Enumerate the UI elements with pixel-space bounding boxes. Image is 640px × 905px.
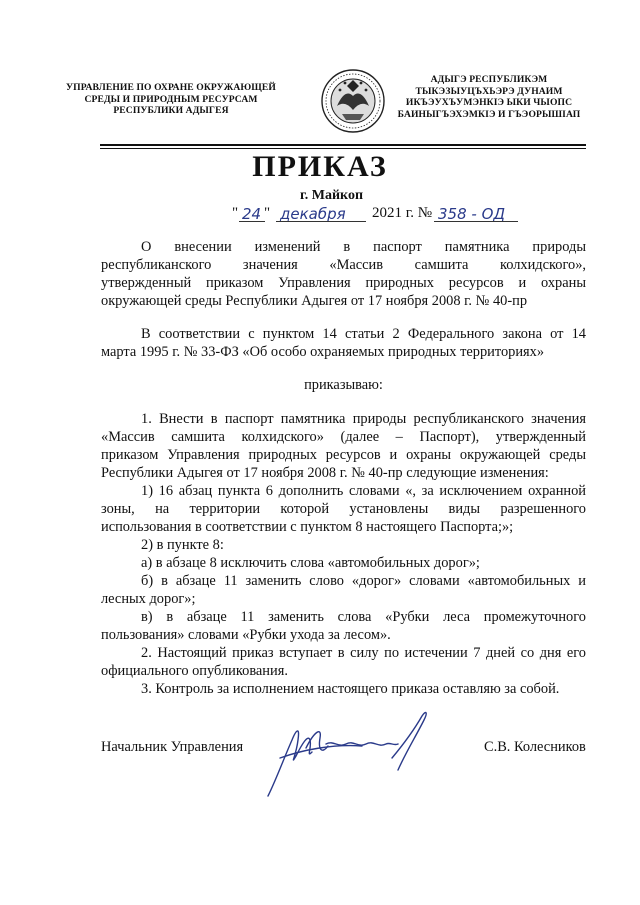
order-item-3 bbox=[101, 680, 586, 698]
item-line: официального опубликования. bbox=[101, 663, 288, 679]
item-line: 3. Контроль за исполнением настоящего приказа оставляю за собой. bbox=[141, 681, 560, 697]
header-right-line: ИКЪЭУХЪУМЭНКIЭ ЫКИ ЧЫОПС bbox=[405, 97, 573, 109]
item-line: 2) в пункте 8: bbox=[141, 537, 224, 553]
date-number-line bbox=[232, 200, 552, 226]
item-line: б) в абзаце 11 заменить слово «дорог» словами «автомобильных и bbox=[141, 573, 586, 589]
document-subject bbox=[101, 238, 586, 310]
header-divider-thick bbox=[100, 144, 586, 146]
republic-emblem-icon bbox=[320, 66, 386, 136]
item-line: Республики Адыгея от 17 ноября 2008 г. № 40-пр следующие изменения: bbox=[101, 465, 549, 481]
handwritten-signature-icon bbox=[262, 700, 442, 805]
subject-line: утвержденный приказом Управления природных ресурсов и охраны bbox=[101, 275, 586, 291]
legal-basis bbox=[101, 325, 586, 361]
order-item-1-2c bbox=[101, 608, 586, 644]
item-line: лесных дорог»; bbox=[101, 591, 196, 607]
item-line: 1. Внести в паспорт памятника природы республиканского значения bbox=[141, 411, 586, 427]
header-right-line: БАИНЫГЪЭХЭМКIЭ И ГЪЭОРЫШIАП bbox=[397, 108, 581, 120]
header-left-line: РЕСПУБЛИКИ АДЫГЕЯ bbox=[113, 105, 229, 117]
header-right-line: ТЫКЭЗЫУЦЪХЬЭРЭ ДУНАИМ bbox=[415, 85, 563, 97]
item-line: а) в абзаце 8 исключить слова «автомобильных дорог»; bbox=[141, 555, 480, 571]
item-line: зоны, на территории которой установлены виды разрешенного bbox=[101, 501, 586, 517]
order-item-1-2 bbox=[101, 536, 586, 572]
document-city: г. Майкоп bbox=[300, 188, 364, 203]
item-line: использования в соответствии с пунктом 8 настоящего Паспорта;»; bbox=[101, 519, 514, 535]
subject-line: окружающей среды Республики Адыгея от 17 ноября 2008 г. № 40-пр bbox=[101, 293, 528, 309]
order-item-2 bbox=[101, 644, 586, 680]
date-quote-open: " bbox=[232, 205, 239, 221]
document-title: ПРИКАЗ bbox=[252, 150, 388, 183]
header-right-agency bbox=[378, 74, 600, 120]
date-year-text: 2021 г. № bbox=[372, 205, 433, 221]
basis-line: марта 1995 г. № 33-ФЗ «Об особо охраняемых природных территориях» bbox=[101, 344, 545, 360]
header-right-line: АДЫГЭ РЕСПУБЛИКЭМ bbox=[430, 74, 548, 85]
subject-line: республиканского значения «Массив самшита колхидского», bbox=[101, 257, 586, 273]
order-item-1 bbox=[101, 410, 586, 482]
order-word: приказываю: bbox=[304, 377, 383, 393]
header-left-line: СРЕДЫ И ПРИРОДНЫМ РЕСУРСАМ bbox=[84, 93, 258, 105]
month-underline bbox=[276, 221, 366, 222]
date-month: декабря bbox=[280, 205, 346, 223]
signatory-position: Начальник Управления bbox=[101, 739, 244, 755]
item-line: 2. Настоящий приказ вступает в силу по истечении 7 дней со дня его bbox=[141, 645, 586, 661]
header-divider-thin bbox=[100, 148, 586, 149]
day-underline bbox=[239, 221, 265, 222]
basis-line: В соответствии с пунктом 14 статьи 2 Федерального закона от 14 bbox=[141, 326, 586, 342]
date-day: 24 bbox=[242, 205, 262, 223]
date-quote-close: " bbox=[264, 205, 271, 221]
order-item-1-1 bbox=[101, 482, 586, 536]
item-line: «Массив самшита колхидского» (далее – Паспорт), утвержденный bbox=[101, 429, 586, 445]
item-line: приказом Управления природных ресурсов и охраны окружающей среды bbox=[101, 447, 586, 463]
subject-line: О внесении изменений в паспорт памятника природы bbox=[141, 239, 586, 255]
item-line: пользования» словами «Рубки ухода за лесом». bbox=[101, 627, 391, 643]
item-line: 1) 16 абзац пункта 6 дополнить словами «, за исключением охранной bbox=[141, 483, 586, 499]
item-line: в) в абзаце 11 заменить слова «Рубки леса промежуточного bbox=[141, 609, 586, 625]
order-item-1-2b bbox=[101, 572, 586, 608]
document-number: 358 - ОД bbox=[438, 205, 506, 223]
signatory-name: С.В. Колесников bbox=[484, 739, 586, 755]
number-underline bbox=[434, 221, 518, 222]
header-left-agency bbox=[62, 82, 280, 117]
header-left-line: УПРАВЛЕНИЕ ПО ОХРАНЕ ОКРУЖАЮЩЕЙ bbox=[66, 82, 276, 93]
